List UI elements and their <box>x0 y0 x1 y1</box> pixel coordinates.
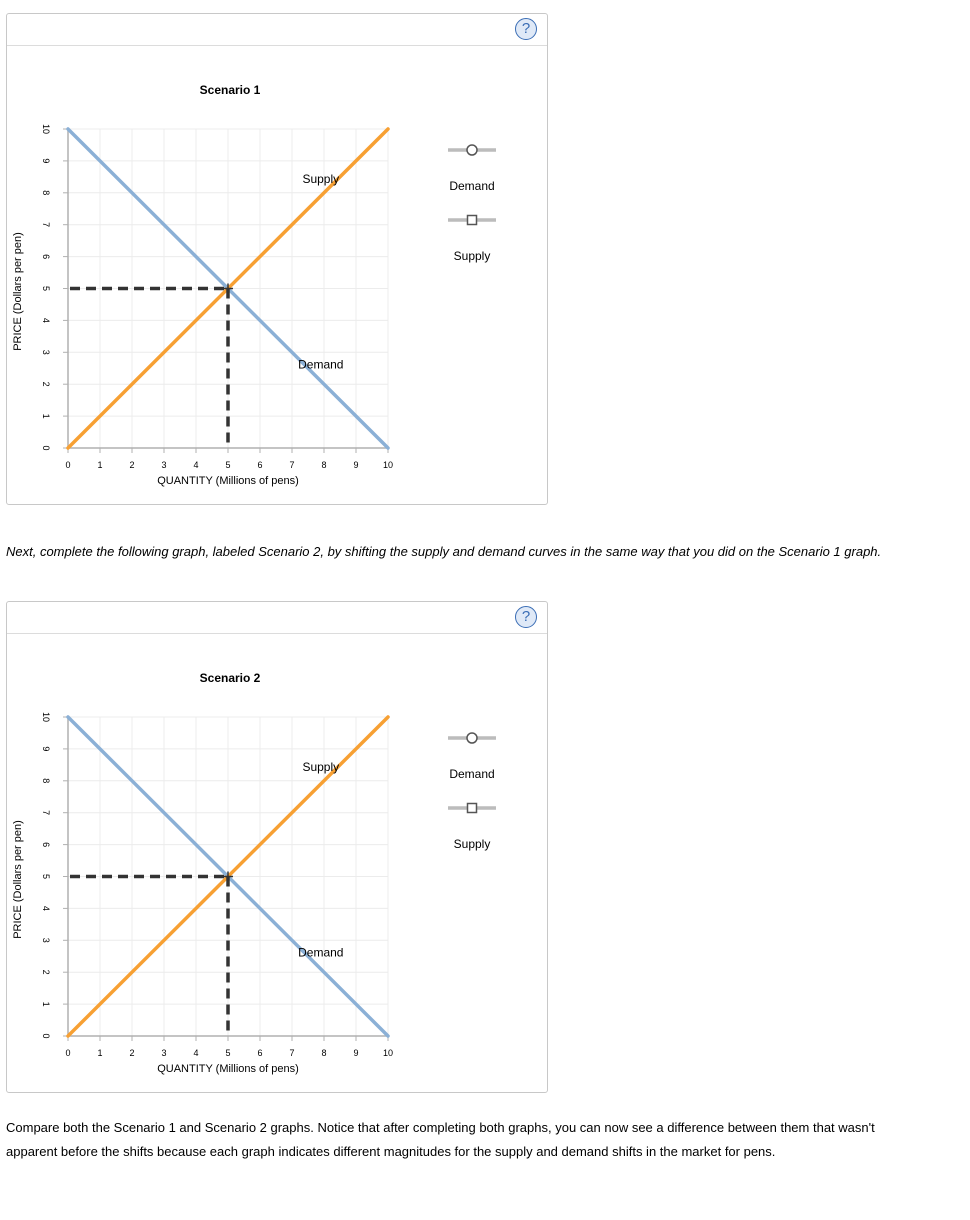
y-tick-label: 7 <box>41 810 51 816</box>
y-tick-label: 0 <box>41 445 51 451</box>
legend-circle-icon <box>467 145 477 155</box>
y-tick-label: 8 <box>41 778 51 784</box>
help-icon[interactable]: ? <box>515 18 537 40</box>
x-tick-label: 10 <box>382 460 394 470</box>
curve-label: Supply <box>302 172 340 187</box>
x-tick-label: 3 <box>161 460 167 470</box>
x-tick-label: 1 <box>97 460 103 470</box>
y-tick-label: 4 <box>41 905 51 911</box>
scenario-1-panel <box>6 13 548 505</box>
x-tick-label: 1 <box>97 1048 103 1058</box>
x-tick-label: 2 <box>129 460 135 470</box>
x-tick-label: 7 <box>289 460 295 470</box>
y-tick-label: 6 <box>41 842 51 848</box>
x-tick-label: 2 <box>129 1048 135 1058</box>
compare-text: Compare both the Scenario 1 and Scenario 2 graphs. Notice that after completing both graphs, you can now see a difference between them that wasn't apparent before the shifts because each graph indicates different magnitudes for the supply and demand shifts in the market for pens. <box>6 1120 875 1159</box>
chart-title: Scenario 1 <box>199 83 261 97</box>
x-tick-label: 7 <box>289 1048 295 1058</box>
scenario-2-chart[interactable] <box>7 602 547 1092</box>
x-tick-label: 5 <box>225 460 231 470</box>
legend-label: Demand <box>449 179 495 193</box>
x-tick-label: 8 <box>321 1048 327 1058</box>
y-tick-label: 1 <box>41 1001 51 1007</box>
chart-title: Scenario 2 <box>199 671 261 685</box>
curve-label: Demand <box>298 945 344 960</box>
curve-label: Supply <box>302 760 340 775</box>
x-tick-label: 9 <box>353 460 359 470</box>
x-tick-label: 6 <box>257 1048 263 1058</box>
curve-label: Demand <box>298 357 344 372</box>
y-tick-label: 4 <box>41 317 51 323</box>
y-tick-label: 10 <box>41 123 51 135</box>
y-axis-label: PRICE (Dollars per pen) <box>12 232 24 351</box>
legend-label: Demand <box>449 767 495 781</box>
y-tick-label: 3 <box>41 937 51 943</box>
y-tick-label: 2 <box>41 381 51 387</box>
scenario-2-panel <box>6 601 548 1093</box>
y-tick-label: 6 <box>41 254 51 260</box>
y-tick-label: 7 <box>41 222 51 228</box>
y-tick-label: 0 <box>41 1033 51 1039</box>
y-tick-label: 10 <box>41 711 51 723</box>
y-tick-label: 5 <box>41 873 51 880</box>
x-tick-label: 9 <box>353 1048 359 1058</box>
x-tick-label: 8 <box>321 460 327 470</box>
x-tick-label: 5 <box>225 1048 231 1058</box>
x-tick-label: 10 <box>382 1048 394 1058</box>
x-tick-label: 4 <box>193 1048 199 1058</box>
y-tick-label: 9 <box>41 158 51 164</box>
instruction-text: Next, complete the following graph, labeled Scenario 2, by shifting the supply and demand curves in the same way that you did on the Scenario 1 graph. <box>6 544 882 559</box>
x-axis-label: QUANTITY (Millions of pens) <box>157 1063 299 1075</box>
y-tick-label: 3 <box>41 349 51 355</box>
y-tick-label: 8 <box>41 190 51 196</box>
y-axis-label: PRICE (Dollars per pen) <box>12 820 24 939</box>
legend-square-icon <box>468 216 477 225</box>
x-axis-label: QUANTITY (Millions of pens) <box>157 475 299 487</box>
legend-label: Supply <box>453 837 491 851</box>
x-tick-label: 0 <box>65 460 71 470</box>
legend-square-icon <box>468 804 477 813</box>
scenario-1-chart[interactable] <box>7 14 547 504</box>
x-tick-label: 0 <box>65 1048 71 1058</box>
y-tick-label: 9 <box>41 746 51 752</box>
x-tick-label: 4 <box>193 460 199 470</box>
x-tick-label: 6 <box>257 460 263 470</box>
help-icon[interactable]: ? <box>515 606 537 628</box>
y-tick-label: 2 <box>41 969 51 975</box>
legend-circle-icon <box>467 733 477 743</box>
legend-label: Supply <box>453 249 491 263</box>
y-tick-label: 5 <box>41 285 51 292</box>
y-tick-label: 1 <box>41 413 51 419</box>
x-tick-label: 3 <box>161 1048 167 1058</box>
